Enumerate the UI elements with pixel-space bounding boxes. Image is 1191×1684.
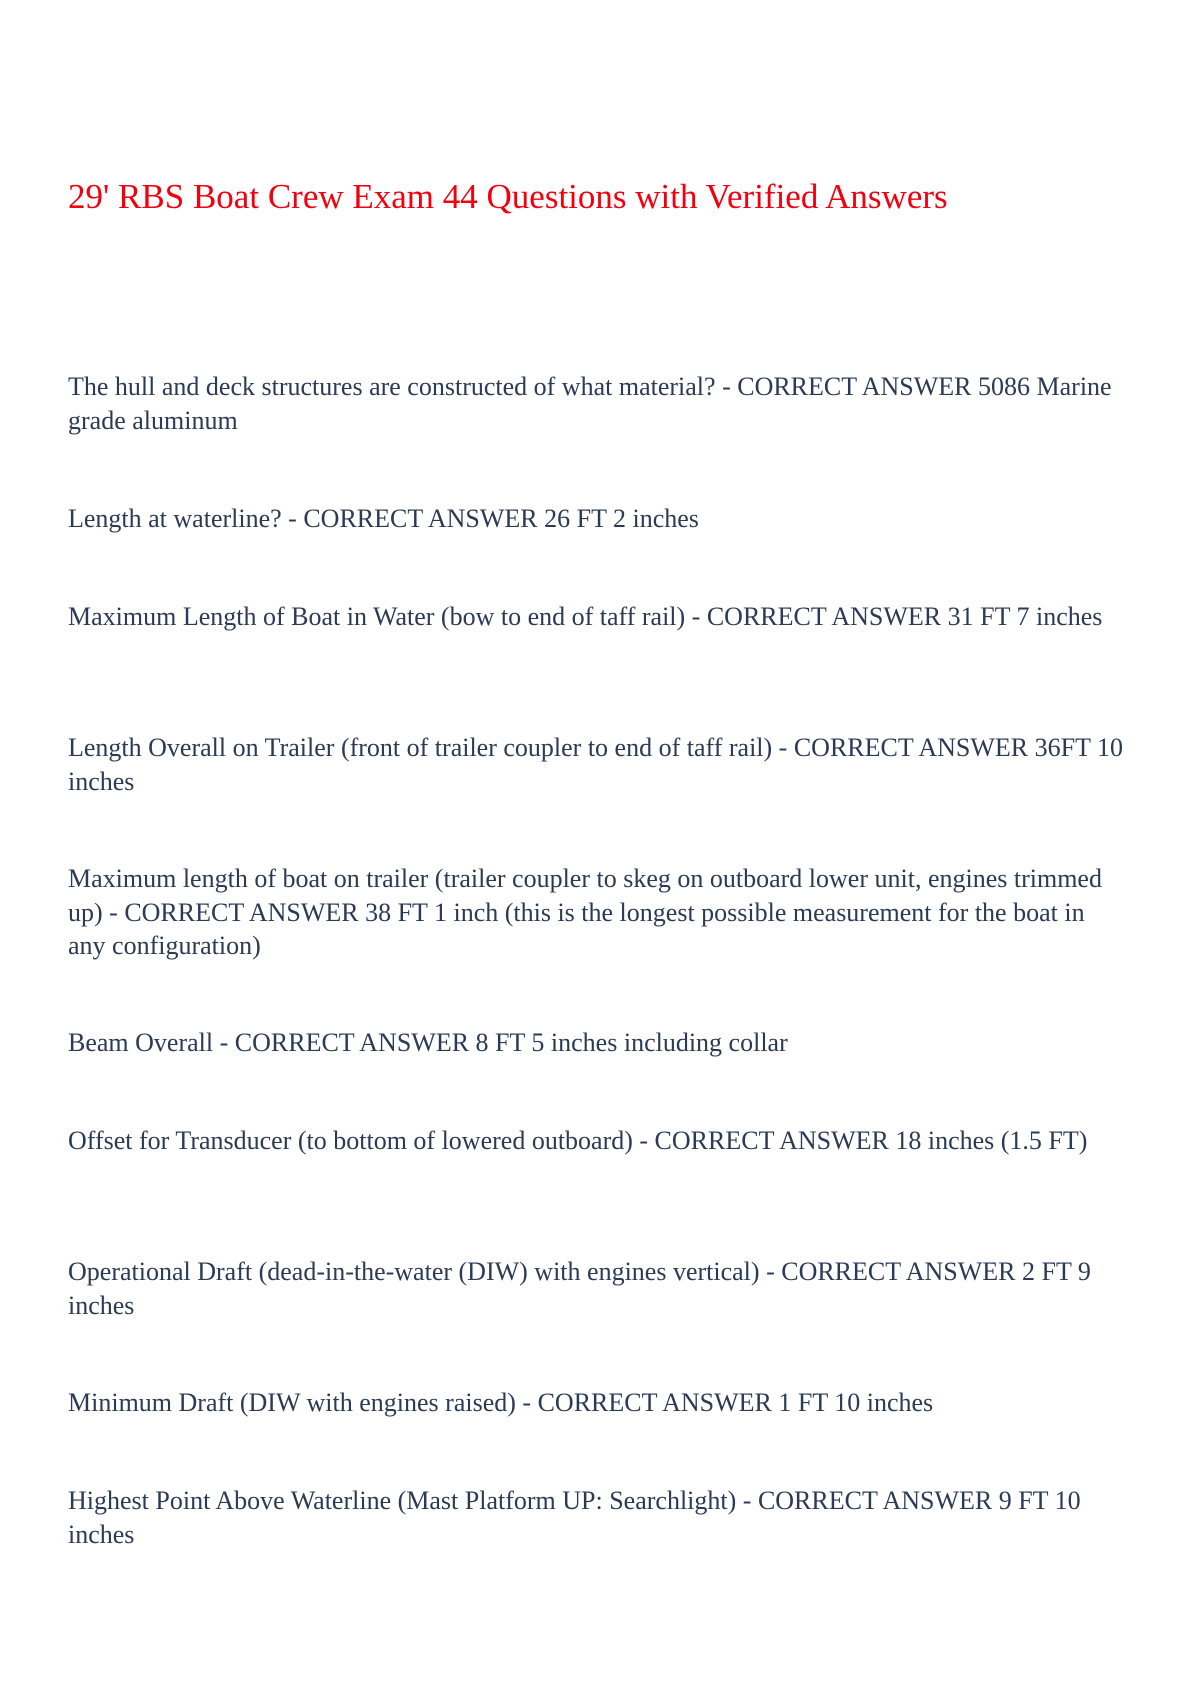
qa-entry: Maximum Length of Boat in Water (bow to end of taff rail) - CORRECT ANSWER 31 FT 7 inches [68, 602, 1103, 631]
qa-entry: Minimum Draft (DIW with engines raised) - CORRECT ANSWER 1 FT 10 inches [68, 1388, 934, 1417]
qa-entry: Highest Point Above Waterline (Mast Platform UP: Searchlight) - CORRECT ANSWER 9 FT 10 inches [68, 1486, 1081, 1549]
qa-entry: Offset for Transducer (to bottom of lowered outboard) - CORRECT ANSWER 18 inches (1.5 FT) [68, 1126, 1088, 1155]
qa-entry: Maximum length of boat on trailer (trailer coupler to skeg on outboard lower unit, engines trimmed up) - CORRECT ANSWER 38 FT 1 inch (this is the longest possible measurement for the boat in any configuration) [68, 864, 1102, 960]
qa-entry: Operational Draft (dead-in-the-water (DIW) with engines vertical) - CORRECT ANSWER 2 FT 9 inches [68, 1257, 1091, 1320]
qa-entry: Length Overall on Trailer (front of trailer coupler to end of taff rail) - CORRECT ANSWER 36FT 10 inches [68, 733, 1123, 796]
qa-entry: Beam Overall - CORRECT ANSWER 8 FT 5 inches including collar [68, 1028, 788, 1057]
qa-entry: Length at waterline? - CORRECT ANSWER 26 FT 2 inches [68, 504, 699, 533]
qa-entry: The hull and deck structures are constructed of what material? - CORRECT ANSWER 5086 Marine grade aluminum [68, 372, 1112, 435]
document-title: 29' RBS Boat Crew Exam 44 Questions with Verified Answers [68, 177, 948, 216]
